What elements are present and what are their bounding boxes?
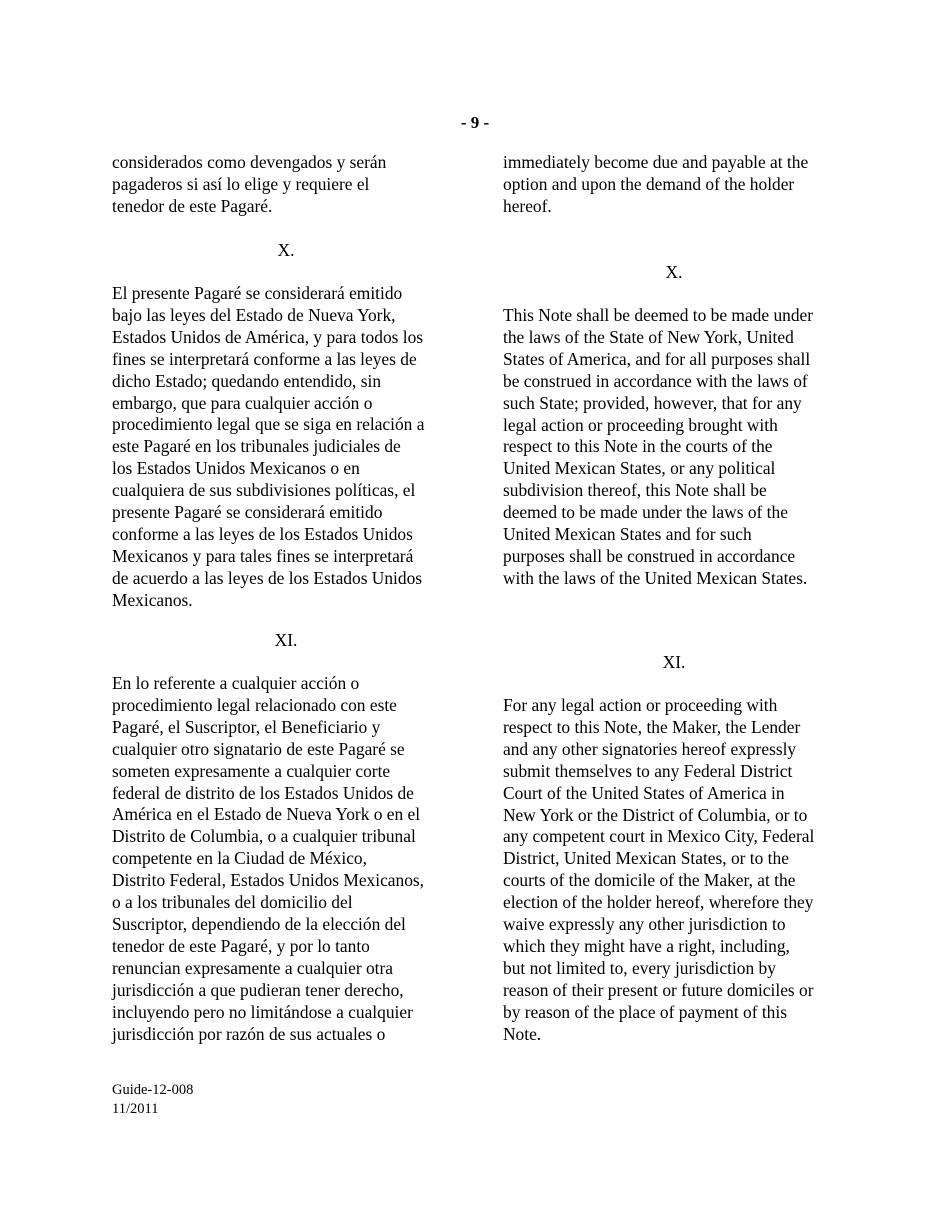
text-line: hereof. (503, 195, 552, 216)
footer-guide-id: Guide-12-008 (112, 1082, 194, 1098)
text-line: fines se interpretará conforme a las leyes de (112, 348, 417, 369)
spanish-intro-paragraph (112, 152, 460, 218)
text-line: dicho Estado; quedando entendido, sin (112, 370, 382, 391)
text-line: and any other signatories hereof expressly (503, 738, 797, 759)
text-line: federal de distrito de los Estados Unidos de (112, 782, 414, 803)
text-line: embargo, que para cualquier acción o (112, 392, 373, 413)
text-line: District, United Mexican States, or to the (503, 848, 789, 869)
text-line: incluyendo pero no limitándose a cualquier (112, 1001, 413, 1022)
text-line: jurisdicción por razón de sus actuales o (112, 1023, 386, 1044)
text-line: legal action or proceeding brought with (503, 414, 778, 435)
text-line: United Mexican States and for such (503, 524, 752, 545)
text-line: El presente Pagaré se considerará emitido (112, 283, 403, 303)
footer (112, 1081, 193, 1119)
text-line: any competent court in Mexico City, Federal (503, 826, 815, 847)
english-intro-paragraph (503, 152, 845, 218)
text-line: los Estados Unidos Mexicanos o en (112, 458, 360, 479)
spanish-section-x-heading: X. (277, 240, 295, 260)
english-section-x-paragraph (503, 305, 845, 590)
text-line: bajo las leyes del Estado de Nueva York, (112, 304, 396, 325)
text-line: Suscriptor, dependiendo de la elección del (112, 913, 406, 934)
text-line: United Mexican States, or any political (503, 458, 776, 479)
text-line: by reason of the place of payment of this (503, 1001, 787, 1022)
spanish-section-xi-heading: XI. (274, 630, 298, 650)
text-line: renuncian expresamente a cualquier otra (112, 957, 394, 978)
text-line: courts of the domicile of the Maker, at the (503, 870, 796, 891)
text-line: cualquiera de sus subdivisiones políticas, el (112, 480, 416, 501)
text-line: considerados como devengados y serán (112, 152, 387, 172)
text-line: pagaderos si así lo elige y requiere el (112, 173, 370, 194)
text-line: Mexicanos. (112, 589, 193, 610)
text-line: such State; provided, however, that for any (503, 392, 802, 413)
english-section-xi-heading: XI. (662, 652, 686, 672)
text-line: Distrito de Columbia, o a cualquier tribunal (112, 826, 416, 847)
text-line: For any legal action or proceeding with (503, 695, 778, 715)
spanish-section-x-paragraph (112, 283, 460, 612)
footer-date: 11/2011 (112, 1101, 159, 1117)
text-line: immediately become due and payable at the (503, 152, 809, 172)
text-line: with the laws of the United Mexican States. (503, 567, 808, 588)
text-line: New York or the District of Columbia, or to (503, 804, 808, 825)
text-line: This Note shall be deemed to be made under (503, 305, 814, 325)
text-line: En lo referente a cualquier acción o (112, 673, 360, 693)
text-line: election of the holder hereof, wherefore they (503, 892, 814, 913)
text-line: respect to this Note in the courts of the (503, 436, 773, 457)
text-line: o a los tribunales del domicilio del (112, 892, 353, 913)
text-line: subdivision thereof, this Note shall be (503, 480, 767, 501)
text-line: Note. (503, 1023, 542, 1044)
text-line: procedimiento legal que se siga en relación a (112, 414, 425, 435)
text-line: presente Pagaré se considerará emitido (112, 502, 383, 523)
text-line: conforme a las leyes de los Estados Unidos (112, 523, 413, 544)
text-line: the laws of the State of New York, United (503, 326, 794, 347)
text-line: waive expressly any other jurisdiction to (503, 914, 786, 935)
english-section-x-heading: X. (665, 262, 683, 282)
text-line: competente en la Ciudad de México, (112, 848, 367, 869)
text-line: Mexicanos y para tales fines se interpretará (112, 545, 414, 566)
text-line: submit themselves to any Federal District (503, 760, 793, 781)
text-line: which they might have a right, including, (503, 935, 790, 956)
text-line: Distrito Federal, Estados Unidos Mexicanos, (112, 870, 425, 891)
text-line: purposes shall be construed in accordance (503, 545, 796, 566)
text-line: procedimiento legal relacionado con este (112, 694, 397, 715)
spanish-section-xi-paragraph (112, 673, 460, 1045)
page-number: - 9 - (460, 113, 490, 132)
text-line: be construed in accordance with the laws of (503, 370, 808, 391)
text-line: but not limited to, every jurisdiction by (503, 957, 776, 978)
text-line: Court of the United States of America in (503, 782, 785, 803)
text-line: reason of their present or future domiciles or (503, 979, 814, 1000)
text-line: someten expresamente a cualquier corte (112, 760, 391, 781)
text-line: de acuerdo a las leyes de los Estados Unidos (112, 567, 423, 588)
text-line: Pagaré, el Suscriptor, el Beneficiario y (112, 716, 381, 737)
text-line: Estados Unidos de América, y para todos los (112, 326, 424, 347)
text-line: States of America, and for all purposes shall (503, 348, 811, 369)
text-line: respect to this Note, the Maker, the Lender (503, 716, 801, 737)
text-line: deemed to be made under the laws of the (503, 502, 788, 523)
text-line: este Pagaré en los tribunales judiciales de (112, 436, 401, 457)
text-line: cualquier otro signatario de este Pagaré se (112, 738, 405, 759)
text-line: tenedor de este Pagaré. (112, 195, 273, 216)
text-line: option and upon the demand of the holder (503, 173, 795, 194)
text-line: jurisdicción a que pudieran tener derecho, (112, 979, 404, 1000)
text-line: tenedor de este Pagaré, y por lo tanto (112, 935, 370, 956)
text-line: América en el Estado de Nueva York o en el (112, 804, 421, 825)
english-section-xi-paragraph (503, 695, 845, 1046)
